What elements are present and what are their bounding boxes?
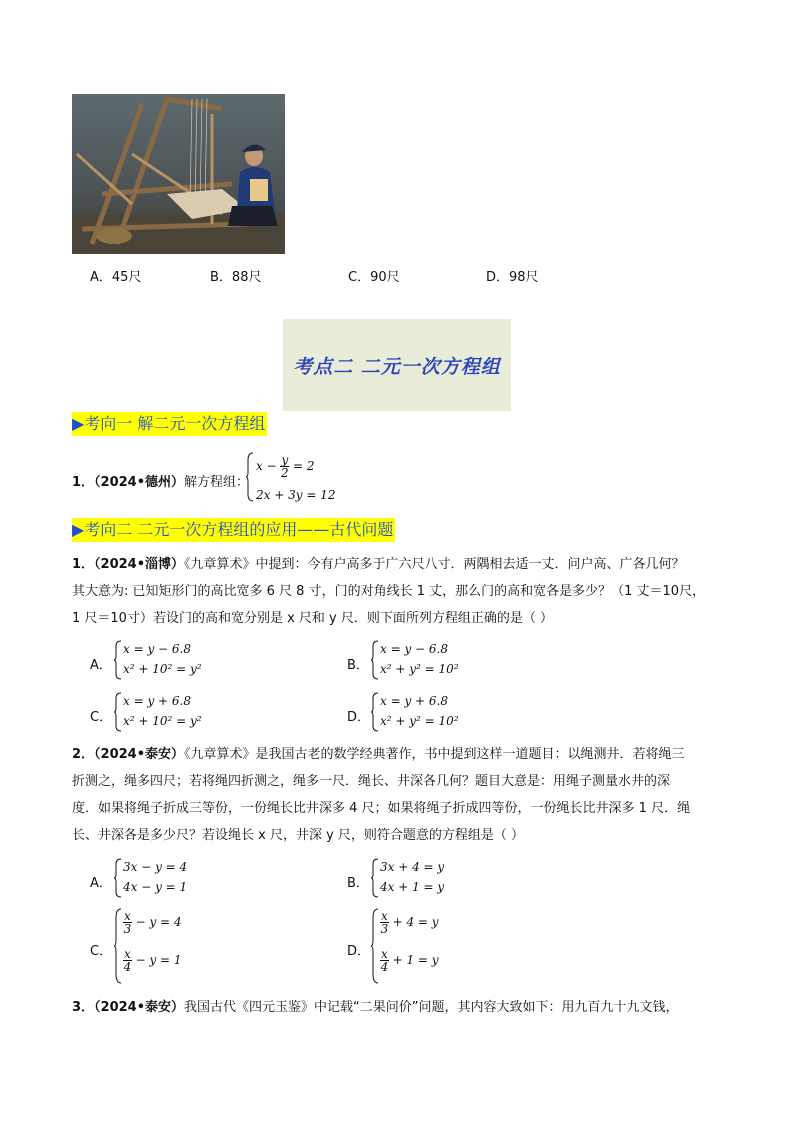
question-text-line: 折测之，绳多四尺；若将绳四折测之，绳多一尺．绳长、井深各几何？题目大意是：用绳子测量水井的深 [72,774,671,789]
question-number: 1． [72,475,95,490]
section-heading-1: ▶考向一 解二元一次方程组 [72,412,267,436]
equation-2: x² + y² = 10² [380,662,459,676]
option-b-label: B． [347,658,369,673]
question-number: 1． [72,557,95,572]
option-c-label: C． [90,710,113,725]
question-source: （2024•德州） [94,475,185,490]
option-b-system [371,640,491,682]
option-c-system [114,908,234,984]
question-number: 2． [72,747,95,762]
equation-2: x² + y² = 10² [380,714,459,728]
equation-1: x = y − 6.8 [380,642,448,656]
equation-1: x = y + 6.8 [123,694,191,708]
option-c-system [114,692,234,734]
question-s2-3 [72,994,732,1021]
equation-1: 3x − y = 4 [123,860,188,874]
question-text-line: 长、井深各是多少尺？若设绳长 x 尺，井深 y 尺，则符合题意的方程组是（ ） [72,828,525,843]
option-d-label: D． [347,710,371,725]
loom-photo [72,94,285,254]
equation-1: $\frac{x}{3}$ + 4 = y [380,909,439,936]
question-text-line: 度．如果将绳子折成三等份，一份绳长比井深多 4 尺；如果将绳子折成四等份，一份绳长比井深多 1 尺．绳 [72,801,691,816]
option-b: B．88尺 [210,270,262,285]
option-a-system [114,858,234,900]
question-s1-1 [72,471,249,490]
option-c-label: C． [90,944,113,959]
question-text-line: 我国古代《四元玉鉴》中记载“二果问价”问题，其内容大致如下：用九百九十九文钱， [184,1000,679,1015]
question-text: 解方程组： [184,475,250,490]
equation-1: x = y + 6.8 [380,694,448,708]
option-b-label: B． [347,876,369,891]
equation-1: $\frac{x}{3}$ − y = 4 [123,909,182,936]
equation-2: 4x + 1 = y [380,880,445,894]
equation-1: 3x + 4 = y [380,860,445,874]
option-d: D．98尺 [486,270,539,285]
question-text-line: 其大意为: 已知矩形门的高比宽多 6 尺 8 寸，门的对角线长 1 丈，那么门的高和宽各是多少？（1 丈＝10尺， [72,584,706,599]
question-text-line: 1 尺＝10寸）若设门的高和宽分别是 x 尺和 y 尺．则下面所列方程组正确的是（ ） [72,611,553,626]
equation-2: x² + 10² = y² [123,662,202,676]
option-b-system [371,858,491,900]
kaodian-heading [283,319,511,411]
option-a-label: A． [90,876,112,891]
option-a-label: A． [90,658,112,673]
equation-2: 2x + 3y = 12 [256,488,336,502]
option-a: A．45尺 [90,270,142,285]
option-d-label: D． [347,944,371,959]
question-number: 3． [72,1000,95,1015]
question-s2-1 [72,551,732,632]
question-source: （2024•泰安） [94,747,185,762]
question-source: （2024•淄博） [94,557,185,572]
kaodian-title: 考点二 二元一次方程组 [293,355,501,378]
equation-system [246,452,336,504]
equation-2: $\frac{x}{4}$ − y = 1 [123,947,182,974]
equation-2: x² + 10² = y² [123,714,202,728]
equation-1: x = y − 6.8 [123,642,191,656]
question-text-line: 《九章算术》是我国古老的数学经典著作，书中提到这样一道题目：以绳测井．若将绳三 [184,747,685,762]
section-heading-2: ▶考向二 二元一次方程组的应用——古代问题 [72,518,395,542]
question-text-line: 《九章算术》中提到：今有户高多于广六尺八寸．两隅相去适一丈．问户高、广各几何？ [184,557,685,572]
option-a-system [114,640,234,682]
equation-2: $\frac{x}{4}$ + 1 = y [380,947,439,974]
option-d-system [371,908,491,984]
question-source: （2024•泰安） [94,1000,185,1015]
option-c: C．90尺 [348,270,400,285]
equation-1: x − $\frac{y}{2}$ = 2 [256,453,315,480]
option-d-system [371,692,491,734]
question-s2-2 [72,741,732,849]
equation-2: 4x − y = 1 [123,880,188,894]
